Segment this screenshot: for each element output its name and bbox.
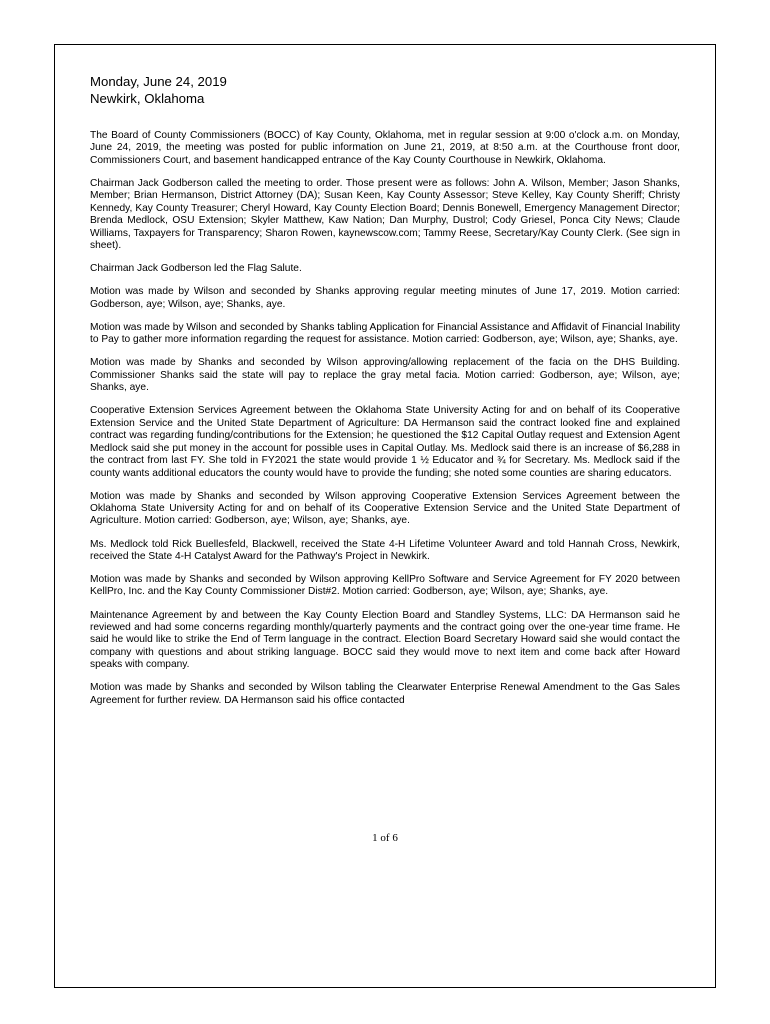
paragraph-session-notice: The Board of County Commissioners (BOCC) of Kay County, Oklahoma, met in regular session at 9:00 o'clock a.m. on Monday, June 24, 2019, the meeting was posted for public information on June 21, 2019, at 8:50 a.m. at the Courthouse front door, Commissioners Court, and basement handicapped entrance of the Kay County Courthouse in Newkirk, Oklahoma. <box>90 130 680 166</box>
minutes-text <box>90 130 680 707</box>
paragraph-kellpro: Motion was made by Shanks and seconded by Wilson approving KellPro Software and Service Agreement for FY 2020 between KellPro, Inc. and the Kay County Commissioner Dist#2. Motion carried: Godberson, aye; Wilson, aye; Shanks, aye. <box>90 574 680 598</box>
paragraph-dhs-facia: Motion was made by Shanks and seconded by Wilson approving/allowing replacement of the facia on the DHS Building. Commissioner Shanks said the state will pay to replace the gray metal facia. Motion carried: Godberson, aye; Wilson, aye; Shanks, aye. <box>90 357 680 394</box>
paragraph-extension-approval: Motion was made by Shanks and seconded by Wilson approving Cooperative Extension Services Agreement between the Oklahoma State University Acting for and on behalf of its Cooperative Extension Service and the United State Department of Agriculture. Motion carried: Godberson, aye; Wilson, aye; Shanks, aye. <box>90 490 680 527</box>
paragraph-clearwater: Motion was made by Shanks and seconded by Wilson tabling the Clearwater Enterprise Renewal Amendment to the Gas Sales Agreement for further review. DA Hermanson said his office contacted <box>90 682 680 706</box>
paragraph-flag-salute: Chairman Jack Godberson led the Flag Salute. <box>90 263 302 275</box>
page-number: 1 of 6 <box>372 832 398 844</box>
paragraph-financial-assistance: Motion was made by Wilson and seconded by Shanks tabling Application for Financial Assistance and Affidavit of Financial Inability to Pay to gather more information regarding the request for assistance. Motion carried: Godberson, aye; Wilson, aye; Shanks, aye. <box>90 321 680 346</box>
document-body <box>90 73 680 718</box>
paragraph-maintenance-agreement: Maintenance Agreement by and between the Kay County Election Board and Standley Systems, LLC: DA Hermanson said he reviewed and had some concerns regarding monthly/quarterly payments and the contract going over the one-year time frame. He said he would like to strike the End of Term language in the contract. Election Board Secretary Howard said she would contact the company with questions and about striking language. BOCC said they would move to next item and come back after Howard speaks with company. <box>90 609 680 671</box>
paragraph-minutes-approval: Motion was made by Wilson and seconded by Shanks approving regular meeting minutes of June 17, 2019. Motion carried: Godberson, aye; Wilson, aye; Shanks, aye. <box>90 286 680 310</box>
paragraph-extension-discussion: Cooperative Extension Services Agreement between the Oklahoma State University Acting for and on behalf of its Cooperative Extension Service and the United State Department of Agriculture: DA Hermanson said the contract looked fine and explained contract was regarding funding/contributions for the Extension; he questioned the $12 Capital Outlay request and Extension Agent Medlock said she put money in the account for possible uses in Capital Outlay. Ms. Medlock said there is an increase of $6,288 in the contract from last FY. She told in FY2021 the state would provide 1 ½ Educator and ¾ for Secretary. Ms. Medlock said if the county wants additional educators the county would have to provide the funding; she noted some counties are sharing educators. <box>90 405 680 479</box>
paragraph-attendance: Chairman Jack Godberson called the meeting to order. Those present were as follows: John A. Wilson, Member; Jason Shanks, Member; Brian Hermanson, District Attorney (DA); Susan Keen, Kay County Assessor; Steve Kelley, Kay County Sheriff; Christy Kennedy, Kay County Treasurer; Cheryl Howard, Kay County Election Board; Dennis Bonewell, Emergency Management Director; Brenda Medlock, OSU Extension; Skyler Matthew, Kaw Nation; Dan Murphy, Dustrol; Cody Griesel, Ponca City News; Claude Williams, Taxpayers for Transparency; Sharon Rowen, kaynewscow.com; Tammy Reese, Secretary/Kay County Clerk. (See sign in sheet). <box>90 177 680 252</box>
meeting-location: Newkirk, Oklahoma <box>90 91 205 106</box>
meeting-date: Monday, June 24, 2019 <box>90 74 227 89</box>
paragraph-4h-awards: Ms. Medlock told Rick Buellesfeld, Blackwell, received the State 4-H Lifetime Volunteer Award and told Hannah Cross, Newkirk, received the State 4-H Catalyst Award for the Pathway's Project in Newkirk. <box>90 538 680 562</box>
